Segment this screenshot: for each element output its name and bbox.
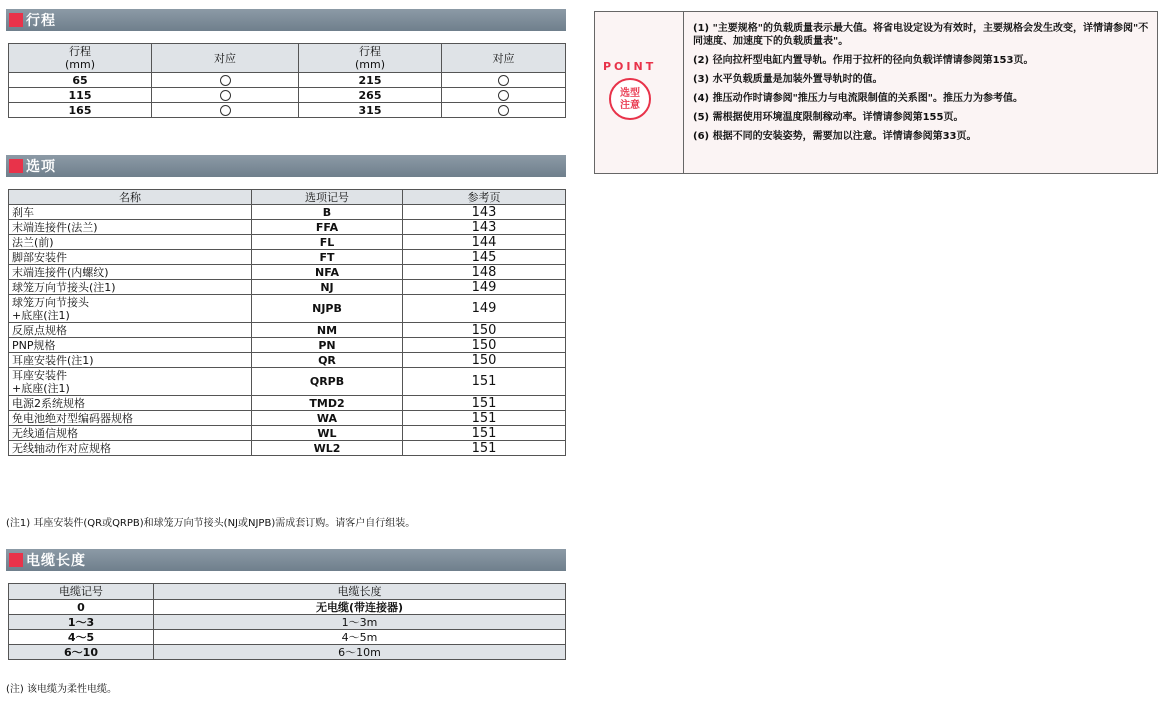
stroke-header-1: 行程 (mm) <box>9 44 152 73</box>
cable-section-title: 电缆长度 <box>26 553 86 569</box>
selection-notes-box <box>594 11 1158 174</box>
table-row: 0 无电缆(带连接器) <box>9 600 566 615</box>
stroke-table <box>8 43 566 118</box>
table-row: 反原点规格 NM 150 <box>9 323 566 338</box>
list-item: (5) 需根据使用环境温度限制稼动率。详情请参阅第155页。 <box>693 112 964 123</box>
table-row: 1～3 1～3m <box>9 615 566 630</box>
list-item: (1) "主要规格"的负载质量表示最大值。将省电设定设为有效时，主要规格会发生改变，详情请参阅"不同速度、加速度下的负载质量表"。 <box>693 23 1149 47</box>
cable-note: (注) 该电缆为柔性电缆。 <box>6 684 117 695</box>
options-note: (注1) 耳座安装件(QR或QRPB)和球笼万向节接头(NJ或NJPB)需成套订购。请客户自行组装。 <box>6 518 416 529</box>
table-row: 115 265 <box>9 88 566 103</box>
point-badge-text: 选型 注意 <box>620 88 640 111</box>
supported-circle-icon <box>498 75 509 86</box>
table-row: 65 215 <box>9 73 566 88</box>
options-table <box>8 189 566 456</box>
list-item: (3) 水平负载质量是加装外置导轨时的值。 <box>693 74 883 85</box>
table-row: 末端连接件(法兰) FFA 143 <box>9 220 566 235</box>
table-row: 无线轴动作对应规格 WL2 151 <box>9 441 566 456</box>
stroke-header-2: 对应 <box>152 44 299 73</box>
supported-circle-icon <box>498 105 509 116</box>
table-row: 球笼万向节接头 +底座(注1) NJPB 149 <box>9 295 566 323</box>
table-row: 耳座安装件(注1) QR 150 <box>9 353 566 368</box>
table-row: 脚部安装件 FT 145 <box>9 250 566 265</box>
table-row: 法兰(前) FL 144 <box>9 235 566 250</box>
point-notes-list <box>693 22 1149 149</box>
point-label: POINT <box>603 60 657 73</box>
options-header-code: 选项记号 <box>252 190 403 205</box>
stroke-header-3: 行程 (mm) <box>299 44 442 73</box>
table-row: 无线通信规格 WL 151 <box>9 426 566 441</box>
section-marker <box>9 13 23 27</box>
supported-circle-icon <box>220 105 231 116</box>
list-item: (2) 径向拉杆型电缸内置导轨。作用于拉杆的径向负载详情请参阅第153页。 <box>693 55 1034 66</box>
options-header-page: 参考页 <box>403 190 566 205</box>
point-badge-icon <box>609 78 651 120</box>
list-item: (6) 根据不同的安装姿势，需要加以注意。详情请参阅第33页。 <box>693 131 977 142</box>
options-section-title: 选项 <box>26 159 56 175</box>
table-row: 免电池绝对型编码器规格 WA 151 <box>9 411 566 426</box>
cable-header-length: 电缆长度 <box>154 584 566 600</box>
table-row: 165 315 <box>9 103 566 118</box>
cable-section-header <box>6 549 566 571</box>
section-marker <box>9 159 23 173</box>
table-row: PNP规格 PN 150 <box>9 338 566 353</box>
table-row: 电源2系统规格 TMD2 151 <box>9 396 566 411</box>
cable-table <box>8 583 566 660</box>
stroke-header-4: 对应 <box>442 44 566 73</box>
table-row: 4～5 4～5m <box>9 630 566 645</box>
point-badge-column <box>595 12 684 173</box>
list-item: (4) 推压动作时请参阅"推压力与电流限制值的关系图"。推压力为参考值。 <box>693 93 1023 104</box>
supported-circle-icon <box>498 90 509 101</box>
stroke-section-title: 行程 <box>26 13 56 29</box>
options-section-header <box>6 155 566 177</box>
stroke-section-header <box>6 9 566 31</box>
supported-circle-icon <box>220 90 231 101</box>
section-marker <box>9 553 23 567</box>
options-header-name: 名称 <box>9 190 252 205</box>
supported-circle-icon <box>220 75 231 86</box>
cable-header-code: 电缆记号 <box>9 584 154 600</box>
table-row: 耳座安装件 +底座(注1) QRPB 151 <box>9 368 566 396</box>
table-row: 球笼万向节接头(注1) NJ 149 <box>9 280 566 295</box>
table-row: 刹车 B 143 <box>9 205 566 220</box>
table-row: 6～10 6～10m <box>9 645 566 660</box>
table-row: 末端连接件(内螺纹) NFA 148 <box>9 265 566 280</box>
